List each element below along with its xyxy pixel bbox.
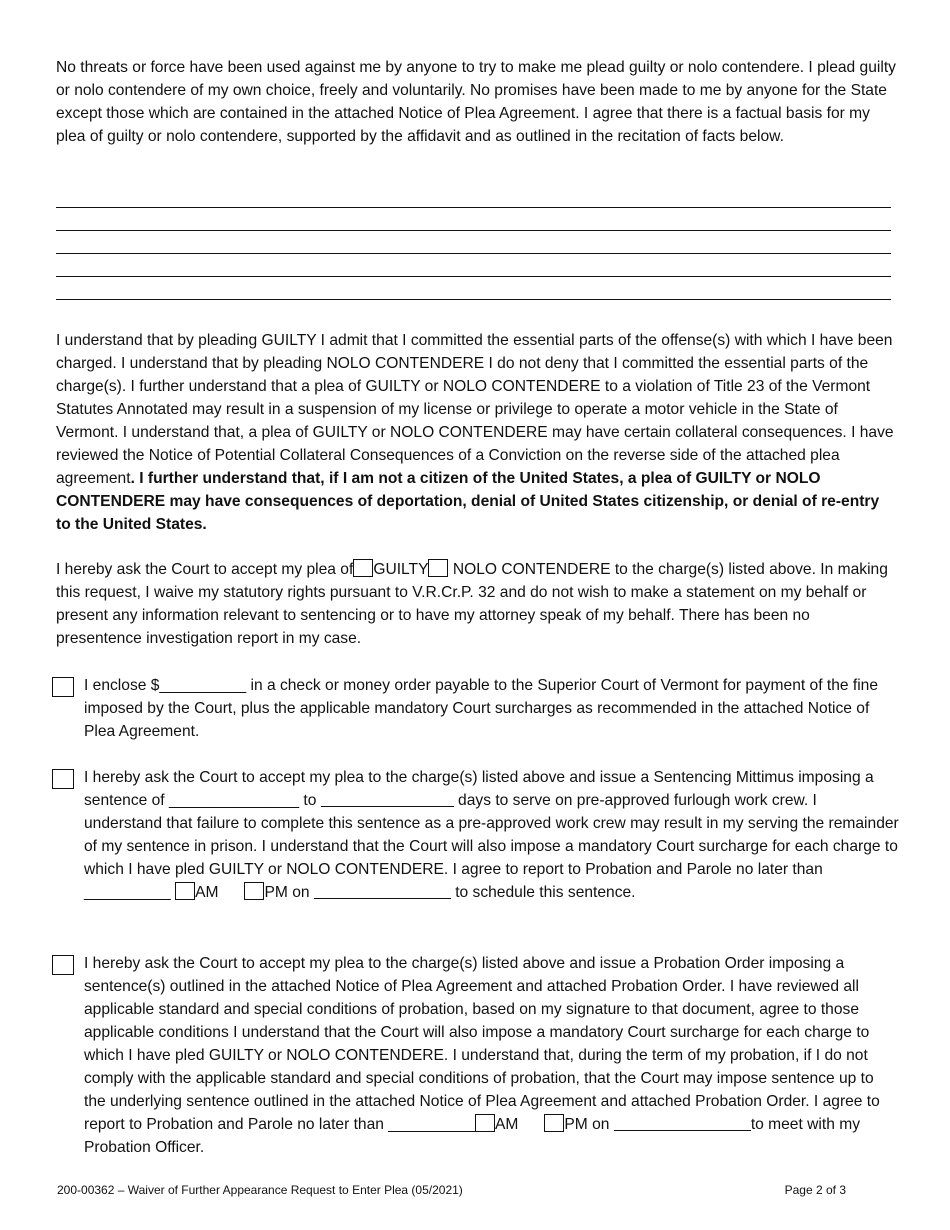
voluntary-plea-paragraph: No threats or force have been used against me by anyone to try to make me plead guilty or nolo contendere. I plead guilty or nolo contendere of my own choice, freely and voluntarily. No promises have been made to me by anyone for the State except those which are contained in the attached Notice of Plea Agreement. I agree that there is a factual basis for my plea of guilty or nolo contendere, supported by the affidavit and as outlined in the recitation of facts below. <box>56 59 896 145</box>
plea-request-paragraph <box>56 558 896 650</box>
mittimus-text-b: days to serve on pre-approved furlough work crew. I understand that failure to complete this sentence as a pre-approved work crew may result in my serving the remainder of my sentence in prison. I understand that the Court will also impose a mandatory Court surcharge for each charge to which I have pled GUILTY or NOLO CONTENDERE. I agree to report to Probation and Parole no later than __________ <box>84 792 899 901</box>
mittimus-am-checkbox[interactable] <box>175 882 195 900</box>
understanding-text: I understand that by pleading GUILTY I admit that I committed the essential parts of the offense(s) with which I have been charged. I understand that by pleading NOLO CONTENDERE I do not deny that I committed the essential parts of the charge(s). I further understand that a plea of GUILTY or NOLO CONTENDERE to a violation of Title 23 of the Vermont Statutes Annotated may result in a suspension of my license or privilege to operate a motor vehicle in the State of Vermont. I understand that, a plea of GUILTY or NOLO CONTENDERE may have certain collateral consequences. I have reviewed the Notice of Potential Collateral Consequences of a Conviction on the reverse side of the attached plea agreement <box>56 332 894 487</box>
plea-request-lead: I hereby ask the Court to accept my plea of <box>56 561 354 578</box>
facts-line-5[interactable] <box>56 299 891 300</box>
probation-pm-label: PM on <box>564 1116 614 1133</box>
facts-line-1[interactable] <box>56 207 891 208</box>
immigration-warning: . I further understand that, if I am not a citizen of the United States, a plea of GUILTY or NOLO CONTENDERE may have consequences of deportation, denial of United States citizenship, or denial of re-entry to the United States. <box>56 470 880 533</box>
sentence-days-blank[interactable] <box>321 790 454 807</box>
mittimus-text-a: I hereby ask the Court to accept my plea to the charge(s) listed above and issue a Sentencing Mittimus imposing a sentence of _______________ to <box>84 769 874 809</box>
mittimus-am-label: AM <box>195 884 219 901</box>
mittimus-date-blank[interactable] <box>314 882 451 899</box>
mittimus-text-c: to schedule this sentence. <box>450 884 636 901</box>
plea-request-text: NOLO CONTENDERE to the charge(s) listed above. In making this request, I waive my statutory rights pursuant to V.R.Cr.P. 32 and do not wish to make a statement on my behalf or present any information relevant to sentencing or to have my attorney speak of my behalf. There has been no presentence investigation report in my case. <box>56 561 888 647</box>
probation-date-blank[interactable] <box>614 1114 751 1131</box>
nolo-checkbox[interactable] <box>428 559 448 577</box>
facts-line-4[interactable] <box>56 276 891 277</box>
fine-payment-checkbox[interactable] <box>52 677 74 697</box>
sentencing-mittimus-option <box>84 766 899 904</box>
probation-order-checkbox[interactable] <box>52 955 74 975</box>
mittimus-pm-label: PM on <box>264 884 314 901</box>
probation-am-checkbox[interactable] <box>475 1114 495 1132</box>
page-number: Page 2 of 3 <box>784 1183 846 1197</box>
probation-pm-checkbox[interactable] <box>544 1114 564 1132</box>
probation-text-a: I hereby ask the Court to accept my plea to the charge(s) listed above and issue a Probation Order imposing a sentence(s) outlined in the attached Notice of Plea Agreement and attached Probation Order. I have reviewed all applicable standard and special conditions of probation, based on my signature to that document, agree to those applicable conditions I understand that the Court will also impose a mandatory Court surcharge for each charge to which I have pled GUILTY or NOLO CONTENDERE. I understand that, during the term of my probation, if I do not comply with the applicable standard and special conditions of probation, that the Court may impose sentence up to the underlying sentence outlined in the attached Notice of Plea Agreement and attached Probation Order. I agree to report to Probation and Parole no later than __________ <box>84 955 880 1133</box>
facts-line-3[interactable] <box>56 253 891 254</box>
sentencing-mittimus-checkbox[interactable] <box>52 769 74 789</box>
fine-payment-option: I enclose $__________ in a check or money order payable to the Superior Court of Vermont for payment of the fine imposed by the Court, plus the applicable mandatory Court surcharges as recommended in the attached Notice of Plea Agreement. <box>84 677 879 740</box>
facts-line-2[interactable] <box>56 230 891 231</box>
probation-order-option <box>84 952 899 1159</box>
form-id-footer: 200-00362 – Waiver of Further Appearance Request to Enter Plea (05/2021) <box>57 1183 463 1197</box>
guilty-label: GUILTY <box>373 561 429 578</box>
mittimus-pm-checkbox[interactable] <box>244 882 264 900</box>
probation-text-c: to meet with my Probation Officer. <box>84 1116 860 1156</box>
guilty-checkbox[interactable] <box>353 559 373 577</box>
probation-am-label: AM <box>495 1116 519 1133</box>
understanding-paragraph <box>56 329 896 536</box>
